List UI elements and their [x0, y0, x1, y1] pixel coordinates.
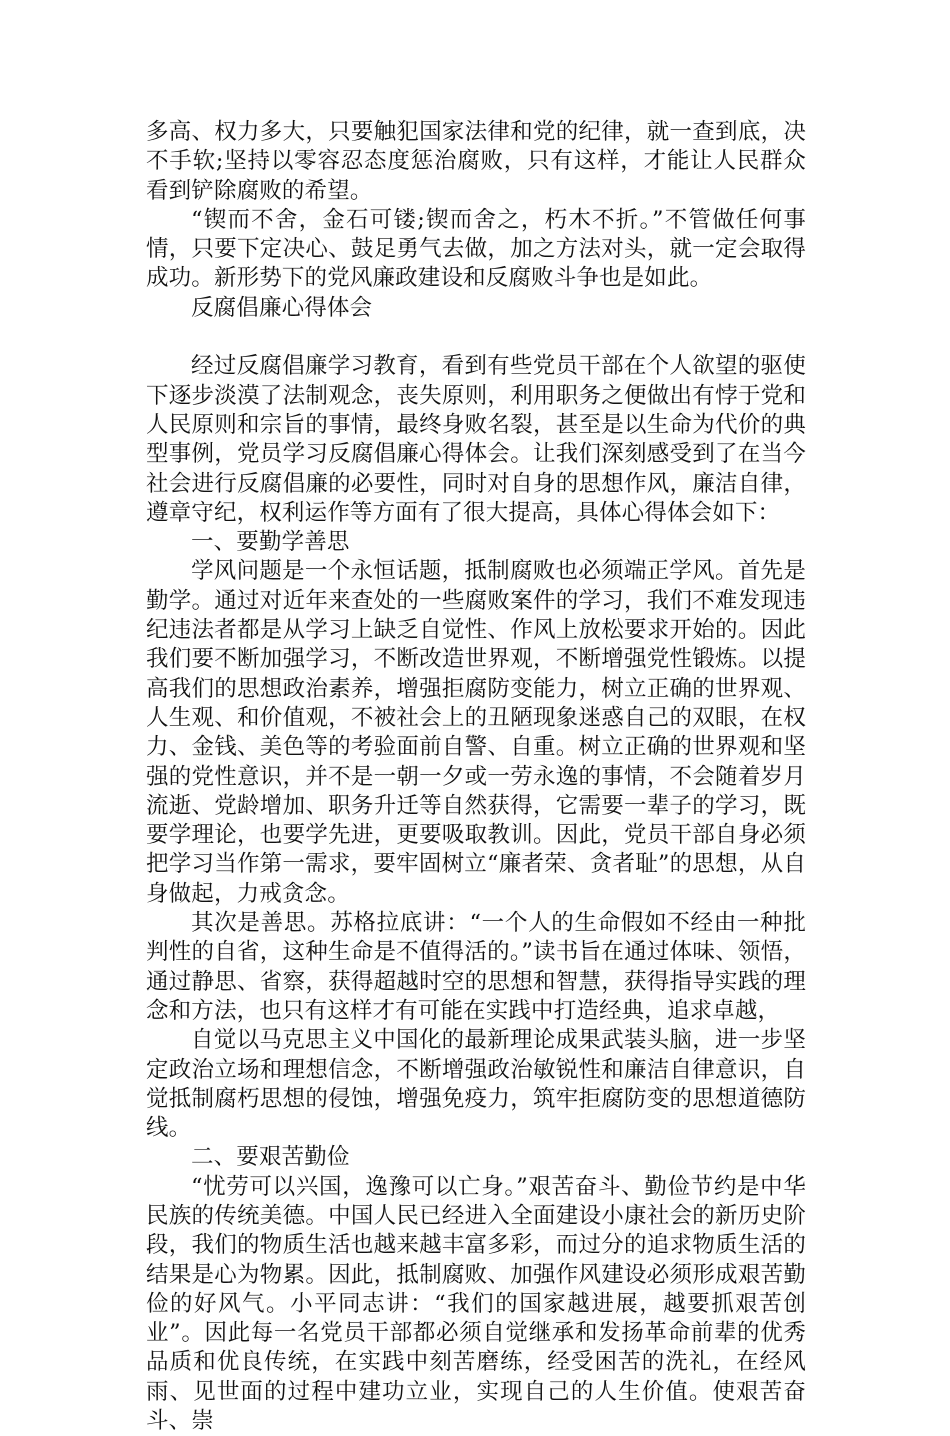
paragraph-intro: 经过反腐倡廉学习教育，看到有些党员干部在个人欲望的驱使下逐步淡漠了法制观念，丧失原则，利用职务之便做出有悖于党和人民原则和宗旨的事情，最终身败名裂，甚至是以生命为代价的典型事例，党员学习反腐倡廉心得体会。让我们深刻感受到了在当今社会进行反腐倡廉的必要性，同时对自身的思想作风，廉洁自律，遵章守纪，权利运作等方面有了很大提高，具体心得体会如下： [146, 353, 806, 526]
paragraph-theory: 自觉以马克思主义中国化的最新理论成果武装头脑，进一步坚定政治立场和理想信念，不断增强政治敏锐性和廉洁自律意识，自觉抵制腐朽思想的侵蚀，增强免疫力，筑牢拒腐防变的思想道德防线。 [146, 1027, 806, 1142]
document-body [146, 118, 806, 1436]
paragraph-frugal: “忧劳可以兴国，逸豫可以亡身。”艰苦奋斗、勤俭节约是中华民族的传统美德。中国人民已经进入全面建设小康社会的新历史阶段，我们的物质生活也越来越丰富多彩，而过分的追求物质生活的结果是心为物累。因此，抵制腐败、加强作风建设必须形成艰苦勤俭的好风气。小平同志讲：“我们的国家越进展，越要抓艰苦创业”。因此每一名党员干部都必须自觉继承和发扬革命前辈的优秀品质和优良传统，在实践中刻苦磨练，经受困苦的洗礼，在经风雨、见世面的过程中建功立业，实现自己的人生价值。使艰苦奋斗、崇 [146, 1173, 806, 1435]
paragraph-continuation: 多高、权力多大，只要触犯国家法律和党的纪律，就一查到底，决不手软;坚持以零容忍态度惩治腐败，只有这样，才能让人民群众看到铲除腐败的希望。 [146, 119, 806, 204]
article-title: 反腐倡廉心得体会 [191, 294, 373, 321]
paragraph-quote: “锲而不舍，金石可镂;锲而舍之，朽木不折。”不管做任何事情，只要下定决心、鼓足勇气去做，加之方法对头，就一定会取得成功。新形势下的党风廉政建设和反腐败斗争也是如此。 [146, 206, 806, 292]
section-heading-2: 二、要艰苦勤俭 [191, 1144, 350, 1171]
section-heading-1: 一、要勤学善思 [191, 529, 350, 556]
paragraph-reflect: 其次是善思。苏格拉底讲：“一个人的生命假如不经由一种批判性的自省，这种生命是不值得活的。”读书旨在通过体味、领悟，通过静思、省察，获得超越时空的思想和智慧，获得指导实践的理念和方法，也只有这样才有可能在实践中打造经典，追求卓越， [146, 910, 806, 1024]
blank-line [146, 323, 806, 352]
paragraph-study: 学风问题是一个永恒话题，抵制腐败也必须端正学风。首先是勤学。通过对近年来查处的一些腐败案件的学习，我们不难发现违纪违法者都是从学习上缺乏自觉性、作风上放松要求开始的。因此我们要不断加强学习，不断改造世界观，不断增强党性锻炼。以提高我们的思想政治素养，增强拒腐防变能力，树立正确的世界观、人生观、和价值观，不被社会上的丑陋现象迷惑自己的双眼，在权力、金钱、美色等的考验面前自警、自重。树立正确的世界观和坚强的党性意识，并不是一朝一夕或一劳永逸的事情，不会随着岁月流逝、党龄增加、职务升迁等自然获得，它需要一辈子的学习，既要学理论，也要学先进，更要吸取教训。因此，党员干部自身必须把学习当作第一需求，要牢固树立“廉者荣、贪者耻”的思想，从自身做起，力戒贪念。 [146, 558, 806, 907]
